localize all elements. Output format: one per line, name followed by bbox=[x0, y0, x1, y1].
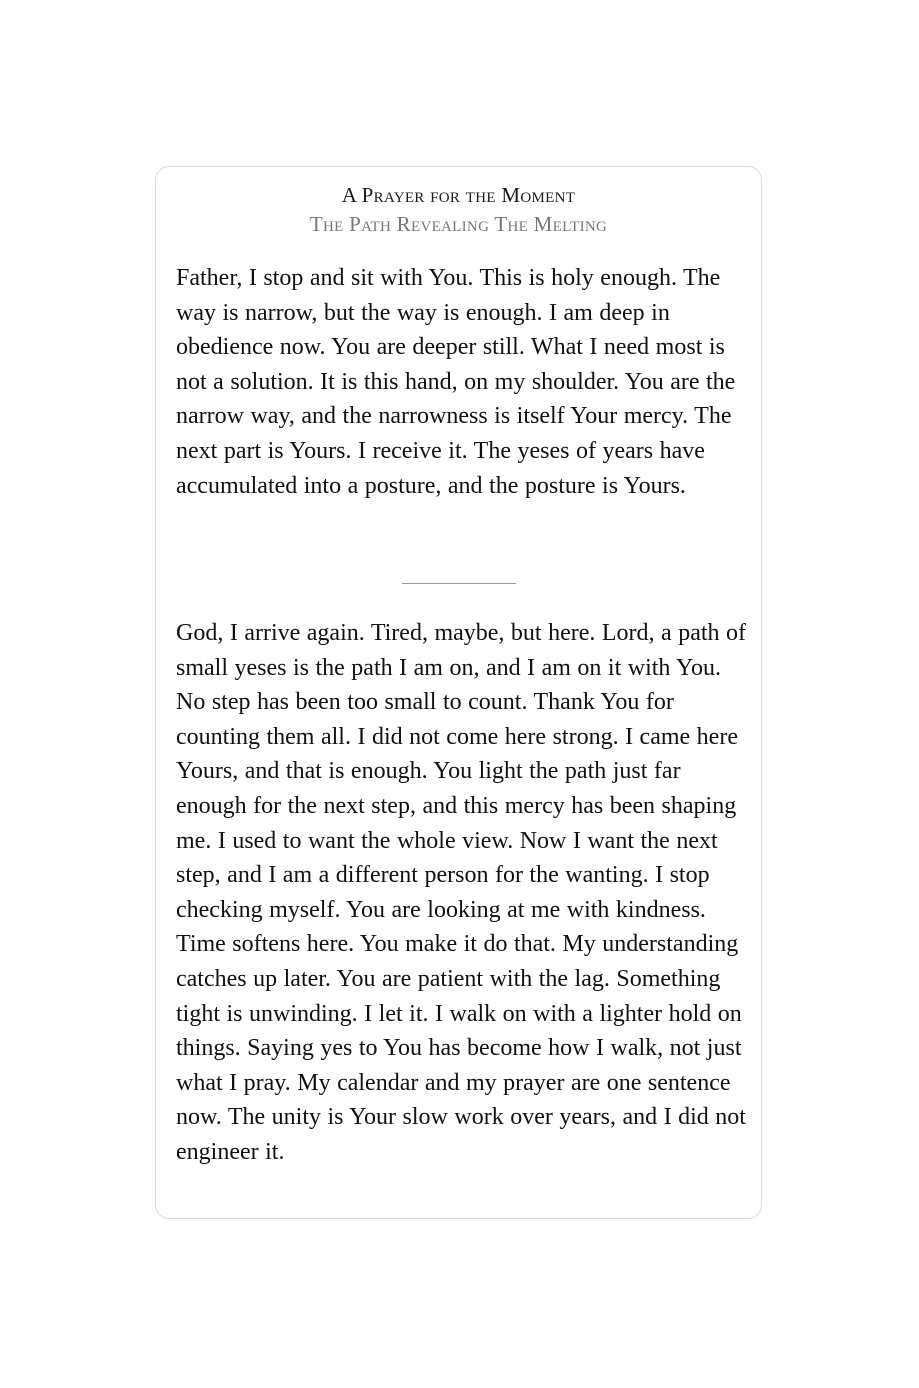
prayer-subtitle: The Path Revealing The Melting bbox=[309, 212, 608, 236]
section-divider bbox=[402, 583, 516, 584]
prayer-paragraph-1: Father, I stop and sit with You. This is holy enough. The way is narrow, but the way is enough. I am deep in obedience now. You are deeper still. What I need most is not a solution. It is this hand, on my shoulder. You are the narrow way, and the narrowness is itself Your mercy. The next part is Yours. I receive it. The yeses of years have accumulated into a posture, and the posture is Yours. bbox=[176, 265, 736, 499]
prayer-paragraph-2: God, I arrive again. Tired, maybe, but here. Lord, a path of small yeses is the path I am on, and I am on it with You. No step has been too small to count. Thank You for counting them all. I did not come here strong. I came here Yours, and that is enough. You light the path just far enough for the next step, and this mercy has been shaping me. I used to want the whole view. Now I want the next step, and I am a different person for the wanting. I stop checking myself. You are looking at me with kindness. Time softens here. You make it do that. My understanding catches up later. You are patient with the lag. Something tight is unwinding. I let it. I walk on with a lighter hold on things. Saying yes to You has become how I walk, not just what I pray. My calendar and my prayer are one sentence now. The unity is Your slow work over years, and I did not engineer it. bbox=[176, 620, 747, 1165]
card-header bbox=[156, 181, 761, 238]
prayer-title: A Prayer for the Moment bbox=[341, 183, 576, 207]
prayer-card bbox=[155, 166, 762, 1219]
